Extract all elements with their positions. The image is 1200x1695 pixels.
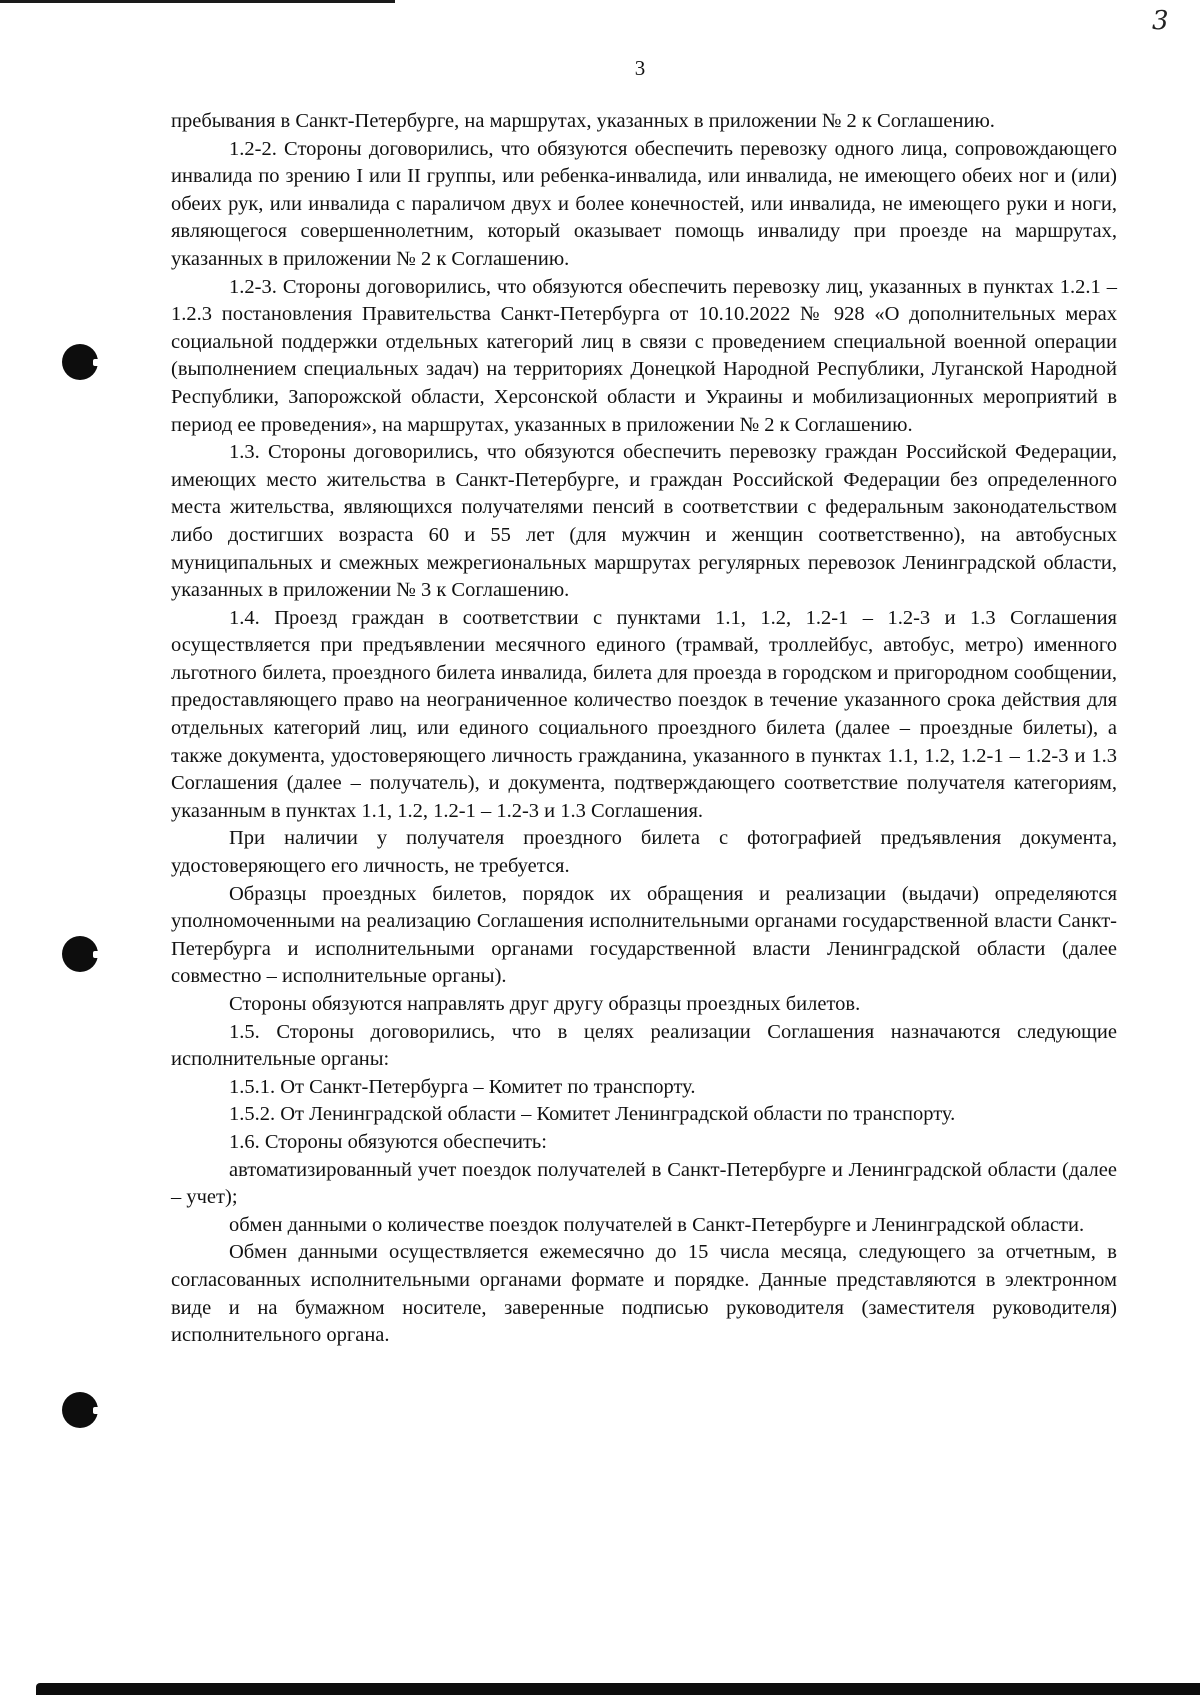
paragraph-1-6: 1.6. Стороны обязуются обеспечить:: [229, 1130, 547, 1153]
bottom-edge-rule: [36, 1683, 1200, 1695]
paragraph-1-2-3: 1.2-3. Стороны договорились, что обязуются обеспечить перевозку лиц, указанных в пунктах 1.2.1 – 1.2.3 постановления Правительства Санкт-Петербурга от 10.10.2022 № 928 «О дополнительных мерах социальной поддержки отдельных категорий лиц в связи с проведением специальной военной операции (выполнением специальных задач) на территориях Донецкой Народной Республики, Луганской Народной Республики, Запорожской области, Херсонской области и Украины и мобилизационных мероприятий в период ее проведения», на маршрутах, указанных в приложении № 2 к Соглашению.: [171, 275, 1117, 436]
paragraph-1-4: 1.4. Проезд граждан в соответствии с пунктами 1.1, 1.2, 1.2-1 – 1.2-3 и 1.3 Соглашения осуществляется при предъявлении месячного единого (трамвай, троллейбус, автобус, метро) именного льготного билета, проездного билета инвалида, билета для проезда в городском и пригородном сообщении, предоставляющего право на неограниченное количество поездок в течение указанного срока действия для отдельных категорий лиц, или единого социального проездного билета (далее – проездные билеты), а также документа, удостоверяющего личность гражданина, указанного в пунктах 1.1, 1.2, 1.2-1 – 1.2-3 и 1.3 Соглашения (далее – получатель), и документа, подтверждающего соответствие получателя категориям, указанным в пунктах 1.1, 1.2, 1.2-1 – 1.2-3 и 1.3 Соглашения.: [171, 606, 1117, 822]
punch-hole-mark: [62, 344, 98, 380]
paragraph-exchange-schedule: Обмен данными осуществляется ежемесячно до 15 числа месяца, следующего за отчетным, в согласованных исполнительными органами формате и порядке. Данные представляются в электронном виде и на бумажном носителе, заверенные подписью руководителя (заместителя руководителя) исполнительного органа.: [171, 1241, 1117, 1347]
handwritten-page-mark: 3: [1152, 6, 1169, 36]
paragraph-ticket-samples: Образцы проездных билетов, порядок их обращения и реализации (выдачи) определяются уполномоченными на реализацию Соглашения исполнительными органами государственной власти Санкт-Петербурга и исполнительными органами государственной власти Ленинградской области (далее совместно – исполнительные органы).: [171, 882, 1117, 988]
paragraph-1-3: 1.3. Стороны договорились, что обязуются обеспечить перевозку граждан Российской Федерации, имеющих место жительства в Санкт-Петербурге, и граждан Российской Федерации без определенного места жительства, являющихся получателями пенсий в соответствии с федеральным законодательством либо достигших возраста 60 и 55 лет (для мужчин и женщин соответственно), на автобусных муниципальных и смежных межрегиональных маршрутах регулярных перевозок Ленинградской области, указанных в приложении № 3 к Соглашению.: [171, 441, 1117, 602]
paragraph-continuation: пребывания в Санкт-Петербурге, на маршрутах, указанных в приложении № 2 к Соглашению.: [171, 110, 995, 132]
paragraph-1-2-2: 1.2-2. Стороны договорились, что обязуются обеспечить перевозку одного лица, сопровождающего инвалида по зрению I или II группы, или ребенка-инвалида, или инвалида, не имеющего обеих ног и (или) обеих рук, или инвалида с параличом двух и более конечностей, или инвалида, не имеющего руки и ноги, являющегося совершеннолетним, который оказывает помощь инвалиду при проезде на маршрутах, указанных в приложении № 2 к Соглашению.: [171, 137, 1117, 270]
paragraph-trip-accounting: автоматизированный учет поездок получателей в Санкт-Петербурге и Ленинградской области (далее – учет);: [171, 1158, 1117, 1209]
paragraph-1-5-2: 1.5.2. От Ленинградской области – Комитет Ленинградской области по транспорту.: [229, 1103, 956, 1126]
paragraph-1-5: 1.5. Стороны договорились, что в целях реализации Соглашения назначаются следующие исполнительные органы:: [171, 1020, 1117, 1071]
paragraph-1-5-1: 1.5.1. От Санкт-Петербурга – Комитет по транспорту.: [229, 1075, 696, 1098]
punch-hole-mark: [62, 936, 98, 972]
paragraph-exchange-samples: Стороны обязуются направлять друг другу образцы проездных билетов.: [229, 993, 861, 1015]
paragraph-data-exchange: обмен данными о количестве поездок получателей в Санкт-Петербурге и Ленинградской области.: [229, 1213, 1085, 1236]
paragraph-photo-ticket: При наличии у получателя проездного билета с фотографией предъявления документа, удостоверяющего его личность, не требуется.: [171, 827, 1117, 878]
document-body: [171, 108, 1117, 1350]
top-edge-rule: [0, 0, 395, 3]
punch-hole-mark: [62, 1392, 98, 1428]
page-number: 3: [634, 56, 646, 80]
